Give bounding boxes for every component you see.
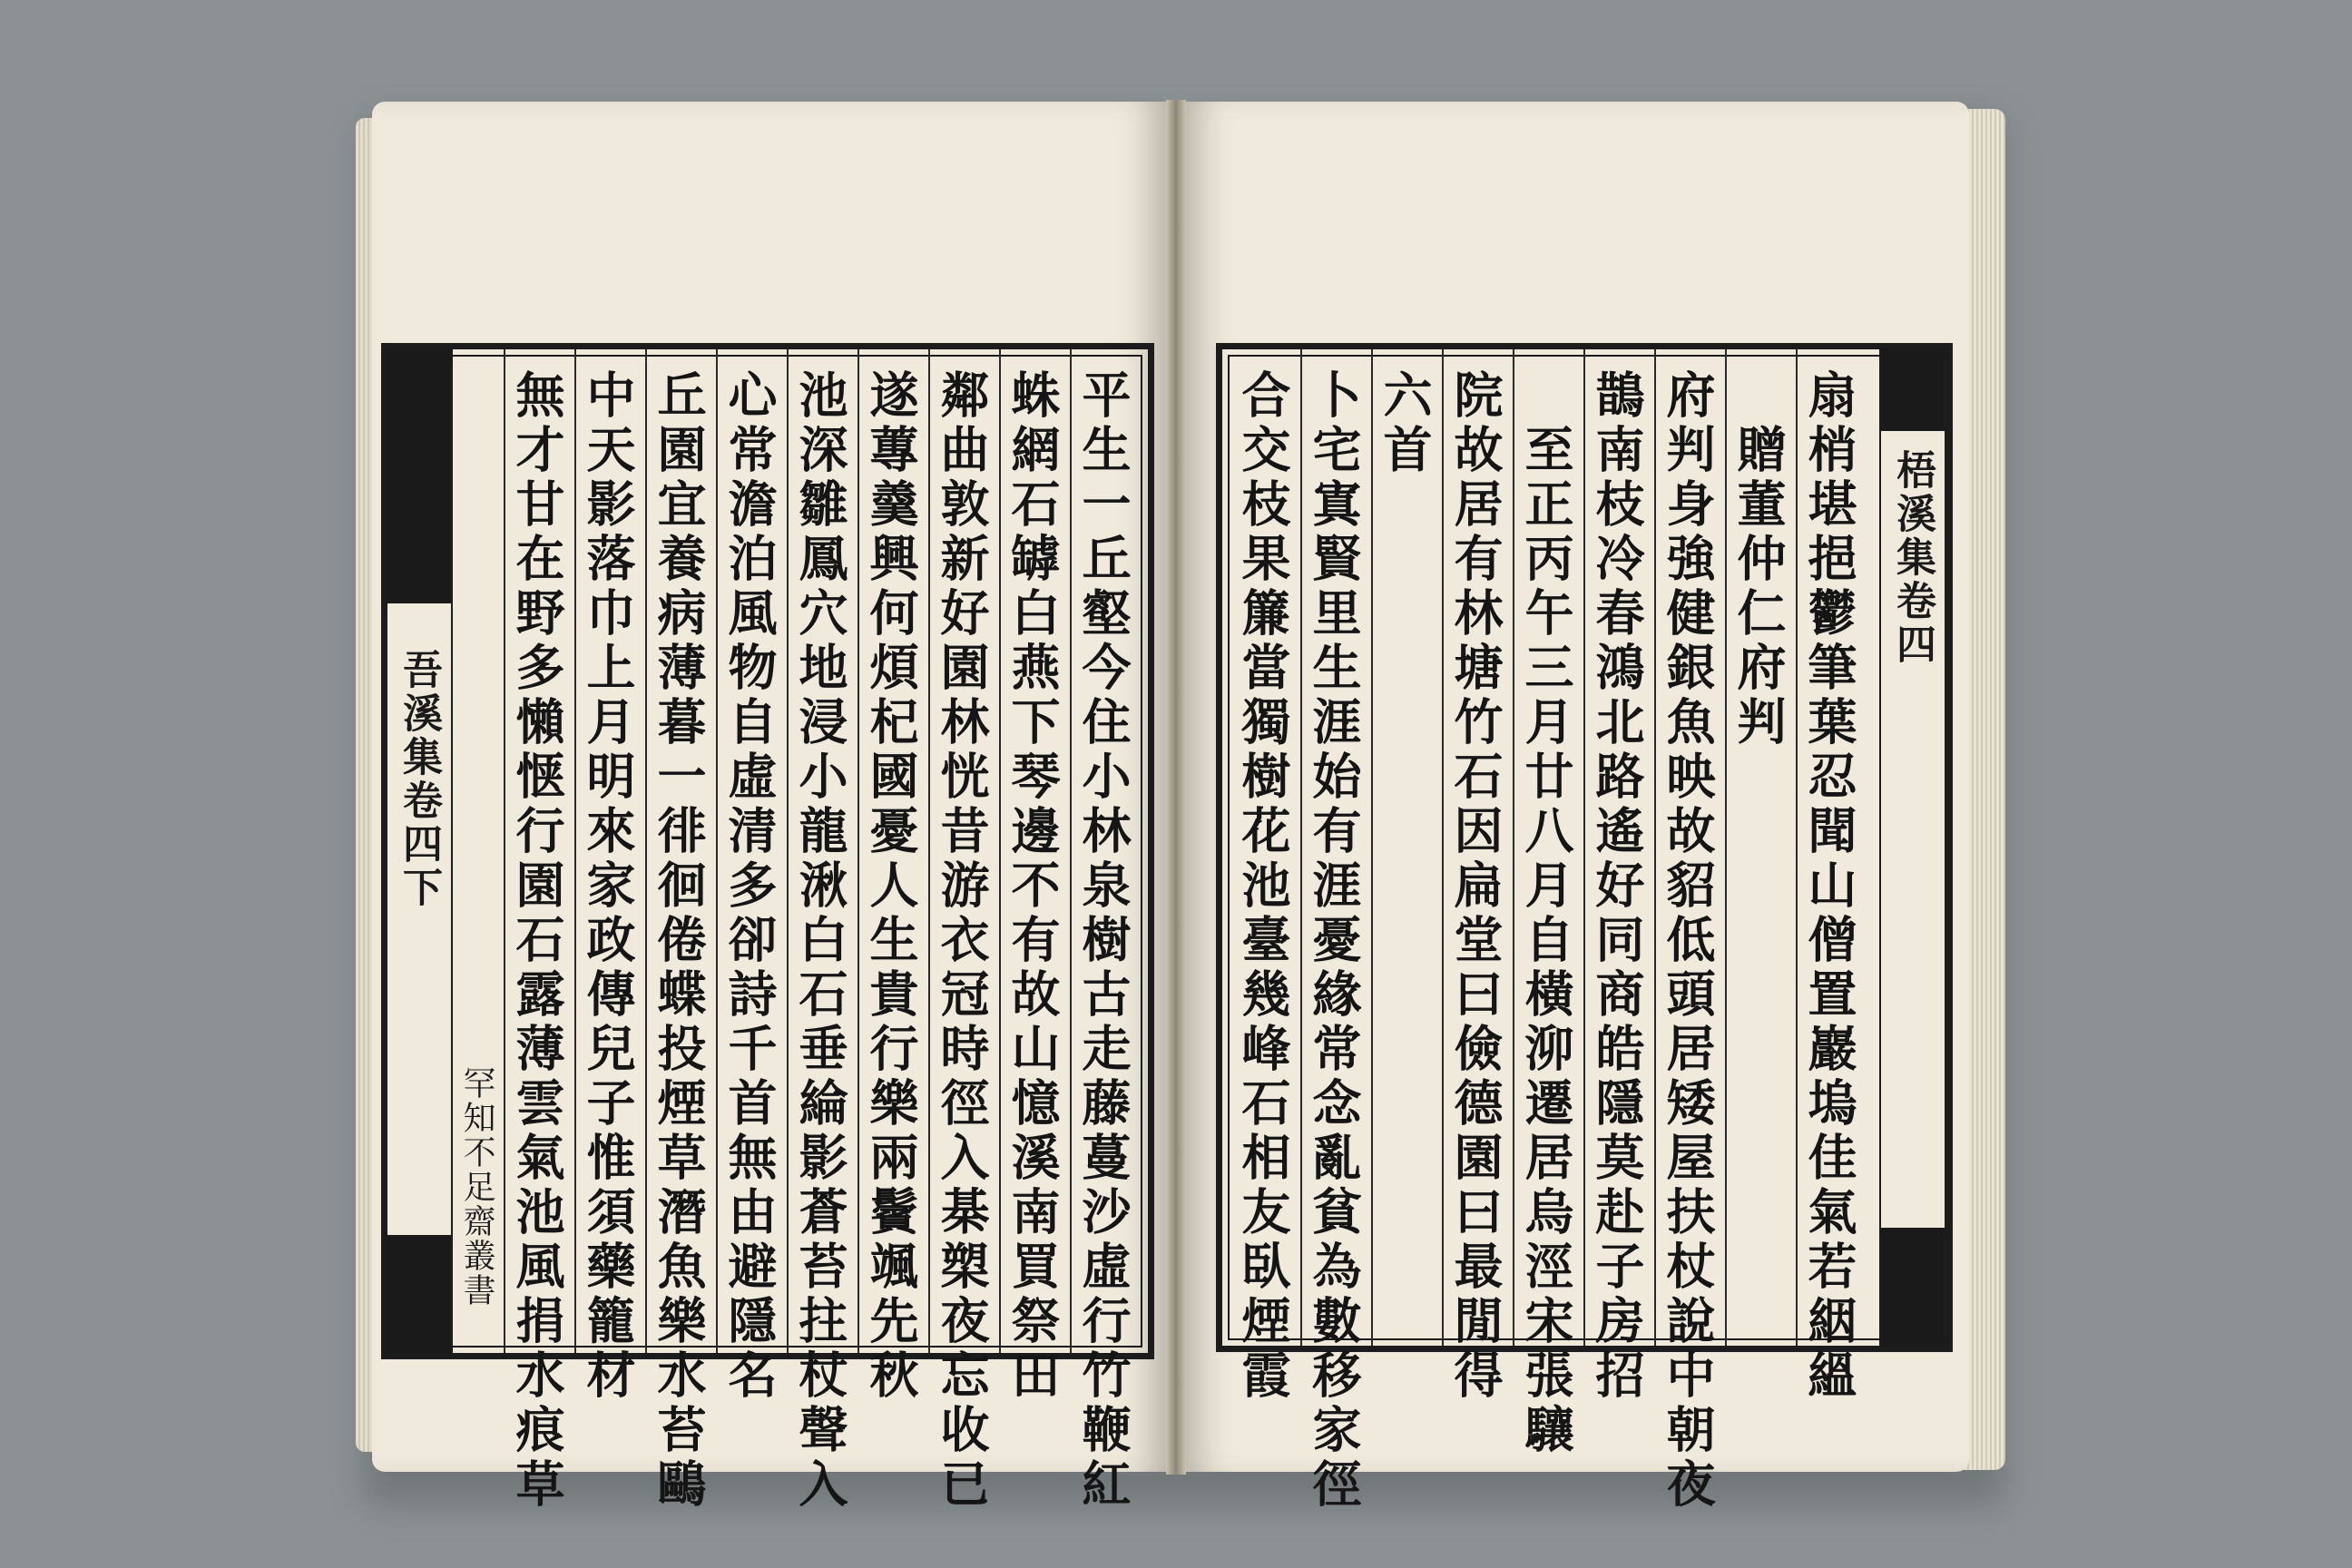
column-rule [858,349,859,1353]
column-rule [1796,349,1798,1346]
column-rule [1725,349,1727,1346]
text-column: 心常澹泊風物自虛清多卻詩千首無由避隱名 [720,369,779,1404]
column-rule [1513,349,1514,1346]
banxin-title: 吾溪集卷四下 [396,649,442,910]
text-column: 遂蓴羹興何煩杞國憂人生貴行樂兩鬢颯先秋 [862,369,920,1404]
right-banxin [1879,349,1946,1346]
banxin-black-band-top [387,349,451,603]
text-column: 合交枝果簾當獨樹花池臺幾峰石相友臥煙霞 [1234,369,1292,1404]
text-column: 丘園宜養病薄暮一徘徊倦蝶投煙草潛魚樂水苔鷗 [650,369,708,1513]
text-column: 扇梢堪挹鬱筆葉忍聞山僧置巖塢佳氣若絪縕 [1800,369,1858,1404]
text-column: 贈董仲仁府判 [1730,369,1788,750]
banxin-studio-name: 罕知不足齋叢書 [458,1066,495,1308]
text-column: 至正丙午三月廿八月自橫泖遷居烏涇宋張驤 [1517,369,1575,1458]
text-column: 蛛網石罅白燕下琴邊不有故山憶溪南買祭田 [1004,369,1062,1404]
text-column: 府判身強健銀魚映故貂低頭居矮屋扶杖說中朝夜 [1659,369,1717,1513]
text-column: 池深雛鳳穴地浸小龍湫白石垂綸影蒼苔拄杖聲入 [791,369,849,1513]
left-text-frame [381,343,1154,1513]
column-rule [645,349,647,1353]
banxin-title: 梧溪集卷四 [1889,449,1936,667]
left-banxin [386,349,453,1353]
column-rule [999,349,1001,1353]
column-rule [1300,349,1302,1346]
column-rule [787,349,789,1353]
right-text-frame [1216,343,1953,1513]
column-rule [574,349,576,1353]
banxin-black-band-top [1881,349,1945,431]
text-column: 無才甘在野多懶惬行園石露薄雲氣池風捐水痕草 [508,369,566,1513]
column-rule [504,349,505,1353]
text-column: 平生一丘壑今住小林泉樹古走藤蔓沙虛行竹鞭紅 [1074,369,1132,1513]
column-rule [1654,349,1656,1346]
text-column: 院故居有林塘竹石因扁堂曰儉德園曰最閒得 [1446,369,1504,1404]
column-rule [928,349,930,1353]
book-gutter [1166,100,1186,1475]
text-column: 中天影落巾上月明來家政傳兒子惟須藥籠材 [579,369,637,1404]
text-column: 卜宅寘賢里生涯始有涯憂緣常念亂貧為數移家徑 [1305,369,1363,1513]
column-rule [716,349,718,1353]
text-column: 六首 [1376,369,1434,478]
column-rule [1371,349,1373,1346]
column-rule [1442,349,1444,1346]
text-column: 鄰曲敦新好園林恍昔游衣冠時徑入棊槊夜忘收已 [933,369,991,1513]
text-column: 鵲南枝冷春鴻北路遙好同商皓隱莫赴子房招 [1588,369,1646,1404]
column-rule [1583,349,1585,1346]
banxin-black-band-bottom [387,1235,451,1353]
banxin-black-band-bottom [1881,1228,1945,1346]
column-rule [1070,349,1072,1353]
